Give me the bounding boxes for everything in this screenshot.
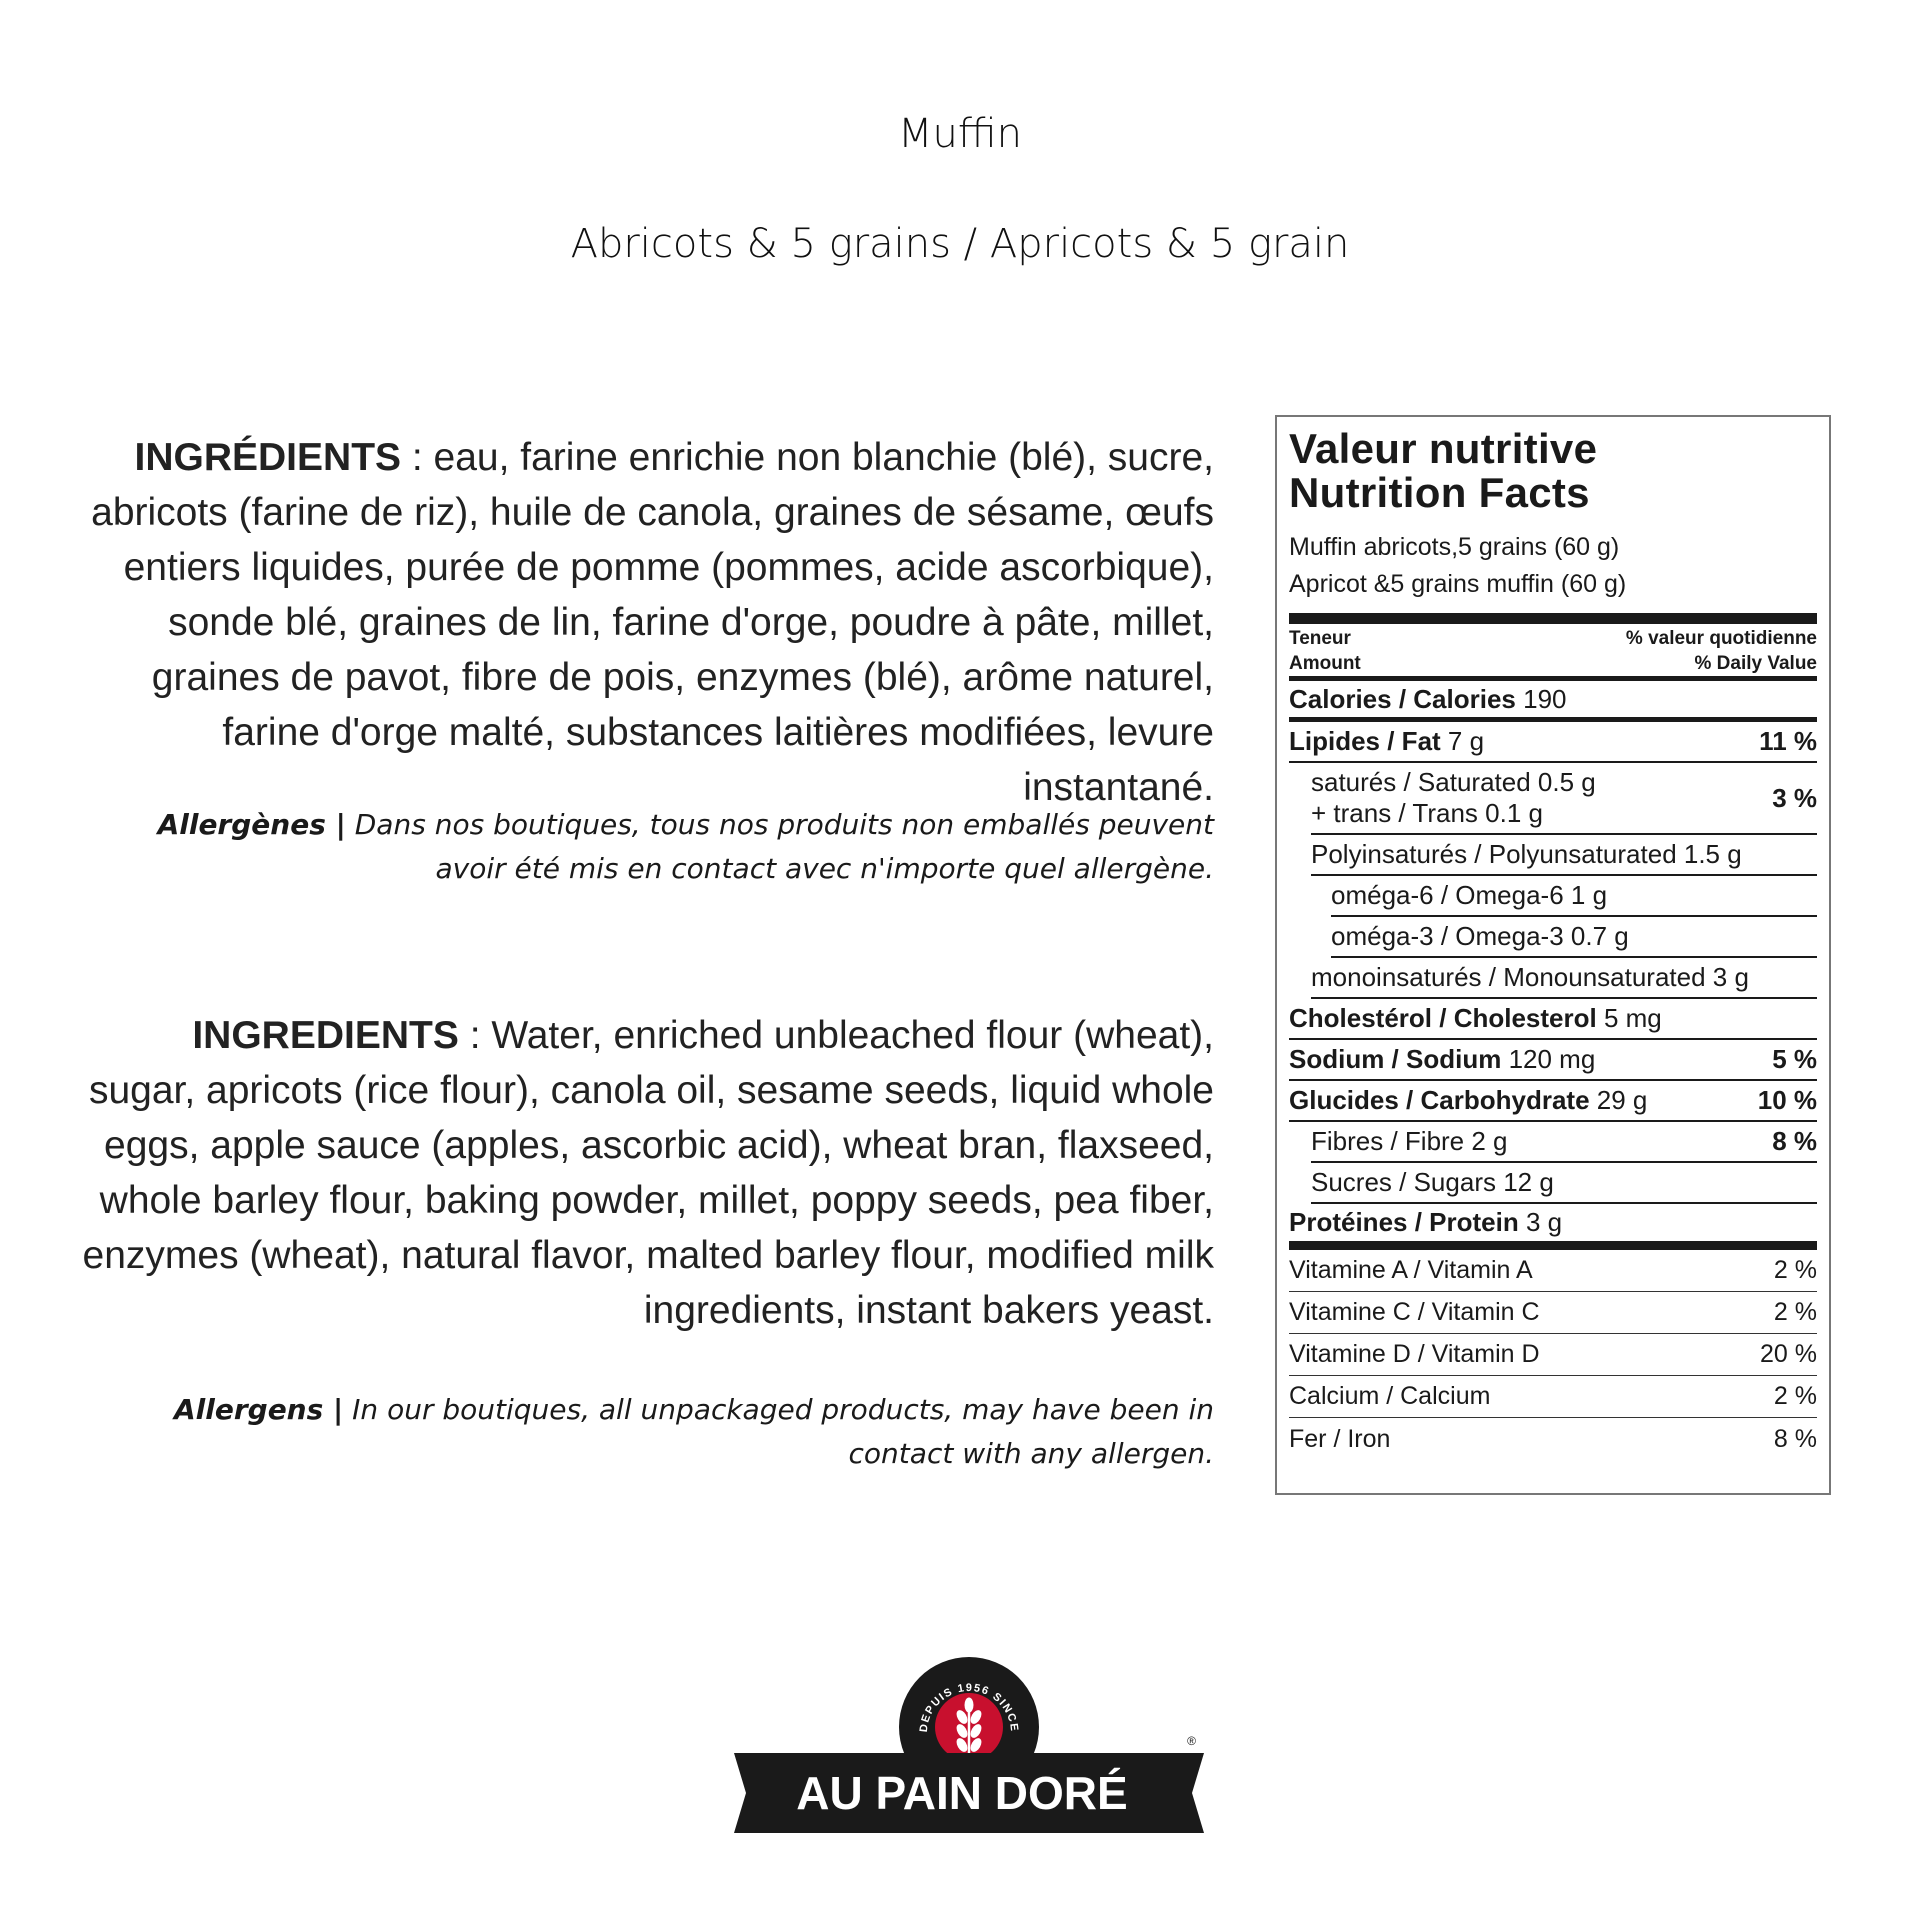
vitamin-label: Vitamine D / Vitamin D	[1289, 1340, 1540, 1368]
sodium-value: 120 mg	[1508, 1044, 1596, 1074]
english-allergen-note	[110, 1388, 1214, 1476]
omega6-label: oméga-6 / Omega-6 1 g	[1331, 880, 1608, 910]
brand-name: AU PAIN DORÉ	[796, 1767, 1128, 1819]
vitamin-dv: 2 %	[1773, 1382, 1817, 1410]
saturated-label: saturés / Saturated 0.5 g	[1311, 767, 1596, 797]
vitamin-label: Vitamine A / Vitamin A	[1289, 1256, 1533, 1284]
calories-label: Calories / Calories	[1289, 683, 1516, 714]
daily-value-label-fr: % valeur quotidienne	[1625, 628, 1817, 649]
serving-size-en: Apricot &5 grains muffin (60 g)	[1289, 570, 1627, 598]
fibre-label: Fibres / Fibre 2 g	[1311, 1126, 1508, 1156]
vitamin-row	[1289, 1334, 1817, 1376]
english-allergen-label: Allergens |	[173, 1393, 344, 1426]
nutrition-title-fr: Valeur nutritive	[1289, 425, 1598, 472]
english-ingredients	[80, 1008, 1214, 1338]
vitamin-dv: 8 %	[1773, 1424, 1817, 1453]
calories-value: 190	[1523, 683, 1567, 714]
vitamin-row	[1289, 1418, 1817, 1460]
vitamin-label: Calcium / Calcium	[1289, 1382, 1491, 1410]
product-title	[0, 78, 1920, 298]
protein-label: Protéines / Protein	[1289, 1207, 1519, 1237]
sodium-row	[1289, 1040, 1817, 1081]
title-line-1: Muffin	[898, 111, 1022, 157]
french-ingredients-label: INGRÉDIENTS	[134, 436, 402, 479]
serving-size	[1289, 529, 1817, 603]
fat-row	[1289, 722, 1817, 763]
monounsaturated-label: monoinsaturés / Monounsaturated 3 g	[1311, 962, 1749, 992]
fat-label: Lipides / Fat	[1289, 726, 1441, 756]
french-allergen-note	[110, 803, 1214, 891]
vitamin-dv: 2 %	[1773, 1298, 1817, 1326]
carbohydrate-dv: 10 %	[1757, 1085, 1817, 1115]
protein-row	[1289, 1204, 1817, 1250]
title-line-2: Abricots & 5 grains / Apricots & 5 grain	[570, 221, 1350, 267]
saturated-trans-row	[1311, 763, 1817, 835]
omega3-row	[1331, 917, 1817, 958]
vitamin-label: Vitamine C / Vitamin C	[1289, 1298, 1540, 1326]
fat-value: 7 g	[1447, 726, 1485, 756]
carbohydrate-row	[1289, 1081, 1817, 1122]
sugars-label: Sucres / Sugars 12 g	[1311, 1167, 1554, 1197]
fibre-row	[1311, 1122, 1817, 1163]
vitamin-dv: 2 %	[1773, 1256, 1817, 1284]
french-ingredients	[80, 430, 1214, 815]
trans-label: + trans / Trans 0.1 g	[1311, 798, 1543, 828]
protein-value: 3 g	[1525, 1207, 1563, 1237]
omega3-label: oméga-3 / Omega-3 0.7 g	[1331, 921, 1629, 951]
carbohydrate-value: 29 g	[1596, 1085, 1648, 1115]
fibre-dv: 8 %	[1772, 1126, 1817, 1156]
serving-size-fr: Muffin abricots,5 grains (60 g)	[1289, 533, 1620, 561]
vitamin-label: Fer / Iron	[1289, 1424, 1391, 1453]
au-pain-dore-logo	[734, 1645, 1204, 1835]
vitamin-row	[1289, 1250, 1817, 1292]
cholesterol-row	[1289, 999, 1817, 1040]
omega6-row	[1331, 876, 1817, 917]
sodium-label: Sodium / Sodium	[1289, 1044, 1502, 1074]
column-header	[1289, 624, 1817, 676]
nutrition-title-en: Nutrition Facts	[1289, 469, 1590, 516]
english-ingredients-label: INGREDIENTS	[192, 1014, 459, 1057]
registered-mark: ®	[1187, 1734, 1196, 1748]
thick-divider	[1289, 613, 1817, 624]
fat-dv: 11 %	[1759, 726, 1817, 756]
calories-row	[1289, 681, 1817, 722]
vitamin-row	[1289, 1376, 1817, 1418]
english-allergen-text: In our boutiques, all unpackaged products, may have been in contact with any allergen.	[343, 1393, 1214, 1470]
english-ingredients-text: : Water, enriched unbleached flour (wheat), sugar, apricots (rice flour), canola oil, sesame seeds, liquid whole eggs, apple sauce (apples, ascorbic acid), wheat bran, flaxseed, whole barley flour, baking powder, millet, poppy seeds, pea fiber, enzymes (wheat), natural flavor, malted barley flour, modified milk ingredients, instant bakers yeast.	[82, 1014, 1214, 1332]
carbohydrate-label: Glucides / Carbohydrate	[1289, 1085, 1590, 1115]
sugars-row	[1311, 1163, 1817, 1204]
monounsaturated-row	[1311, 958, 1817, 999]
sodium-dv: 5 %	[1772, 1044, 1817, 1074]
vitamin-dv: 20 %	[1760, 1340, 1817, 1368]
french-allergen-label: Allergènes |	[157, 808, 346, 841]
french-allergen-text: Dans nos boutiques, tous nos produits non emballés peuvent avoir été mis en contact avec n'importe quel allergène.	[345, 808, 1214, 885]
daily-value-label-en: % Daily Value	[1694, 653, 1817, 674]
nutrition-facts-table	[1275, 415, 1831, 1495]
french-ingredients-text: : eau, farine enrichie non blanchie (blé), sucre, abricots (farine de riz), huile de canola, graines de sésame, œufs entiers liquides, purée de pomme (pommes, acide ascorbique), sonde blé, graines de lin, farine d'orge, poudre à pâte, millet, graines de pavot, fibre de pois, enzymes (blé), arôme naturel, farine d'orge malté, substances laitières modifiées, levure instantané.	[91, 436, 1214, 809]
amount-label-en: Amount	[1289, 653, 1361, 674]
cholesterol-label: Cholestérol / Cholesterol	[1289, 1003, 1597, 1033]
polyunsaturated-label: Polyinsaturés / Polyunsaturated 1.5 g	[1311, 839, 1742, 869]
vitamin-row	[1289, 1292, 1817, 1334]
seal-text: DEPUIS 1956 SINCE	[917, 1681, 1021, 1733]
cholesterol-value: 5 mg	[1603, 1003, 1662, 1033]
saturated-dv: 3 %	[1772, 782, 1817, 813]
polyunsaturated-row	[1311, 835, 1817, 876]
amount-label-fr: Teneur	[1289, 628, 1351, 649]
